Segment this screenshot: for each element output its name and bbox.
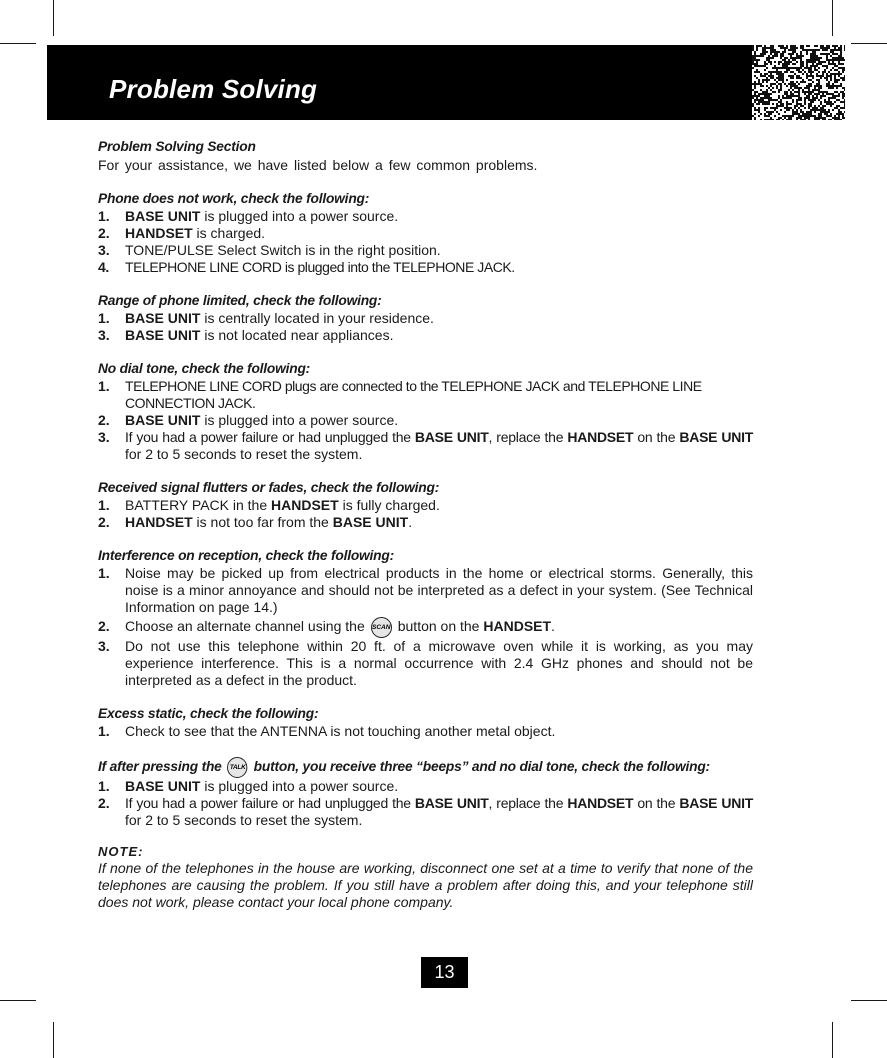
- item-text: is not located near appliances.: [200, 327, 394, 343]
- item-number: 2.: [98, 225, 110, 241]
- page-number: 13: [421, 957, 468, 988]
- item-bold: BASE UNIT: [679, 794, 754, 811]
- list-item: [98, 795, 753, 829]
- section-heading: Phone does not work, check the following:: [98, 191, 370, 207]
- item-text: .: [408, 514, 413, 530]
- item-number: 1.: [98, 777, 110, 794]
- item-text: , replace the: [488, 429, 568, 445]
- list-item: [98, 242, 753, 259]
- item-bold: HANDSET: [483, 618, 552, 634]
- item-text: is not too far from the: [192, 514, 333, 530]
- note-text: If none of the telephones in the house are working, disconnect one set at a time to verify that none of the telephones are causing the problem. If you still have a problem after doing this, and your telephone still does not work, please contact your local phone company.: [98, 859, 753, 910]
- crop-mark: [832, 0, 833, 36]
- item-number: 1.: [98, 497, 110, 513]
- item-number: 4.: [98, 259, 109, 275]
- item-text: button on the: [397, 618, 484, 634]
- crop-mark: [53, 0, 54, 36]
- item-text: is plugged into a power source.: [200, 208, 399, 224]
- item-bold: BASE UNIT: [125, 777, 201, 794]
- item-number: 3.: [98, 242, 110, 258]
- list-item: [98, 259, 753, 276]
- item-number: 1.: [98, 208, 110, 224]
- item-bold: BASE UNIT: [332, 514, 409, 530]
- item-bold: HANDSET: [567, 794, 634, 811]
- heading-text: button, you receive three “beeps” and no dial tone, check the following:: [253, 758, 710, 775]
- item-text: for 2 to 5 seconds to reset the system.: [125, 446, 363, 462]
- list-item: [98, 310, 753, 327]
- section-heading: Excess static, check the following:: [98, 705, 319, 722]
- item-bold: HANDSET: [567, 429, 634, 445]
- item-text: TELEPHONE LINE CORD is plugged into the TELEPHONE JACK.: [125, 259, 515, 275]
- list-item: [98, 208, 753, 225]
- item-bold: BASE UNIT: [125, 208, 201, 224]
- item-text: is plugged into a power source.: [200, 777, 399, 794]
- list-item: [98, 514, 753, 531]
- list-item: [98, 778, 753, 795]
- item-bold: HANDSET: [125, 225, 193, 241]
- crop-mark: [53, 1022, 54, 1058]
- item-text: Check to see that the ANTENNA is not touching another metal object.: [125, 722, 556, 739]
- item-text: for 2 to 5 seconds to reset the system.: [125, 811, 363, 828]
- list-item: [98, 378, 753, 412]
- section-three-beeps: [98, 756, 753, 829]
- section-heading: Interference on reception, check the following:: [98, 548, 395, 564]
- section-heading: Received signal flutters or fades, check the following:: [98, 480, 440, 496]
- item-bold: BASE UNIT: [125, 310, 201, 326]
- intro-text: For your assistance, we have listed below a few common problems.: [98, 157, 538, 173]
- scan-button-icon: SCAN: [371, 617, 392, 638]
- item-number: 1.: [98, 378, 110, 394]
- list-item: [98, 497, 753, 514]
- intro-title: Problem Solving Section: [98, 139, 256, 155]
- item-bold: HANDSET: [125, 514, 193, 530]
- list-item: [98, 412, 753, 429]
- item-bold: HANDSET: [271, 497, 339, 513]
- item-number: 1.: [98, 310, 110, 326]
- list-item: [98, 616, 753, 638]
- section-signal-flutters: [98, 479, 753, 531]
- item-text: Do not use this telephone within 20 ft. of a microwave oven while it is working, as you may experience interference. This is a normal occurrence with 2.4 GHz phones and should not be interpreted as a defect in the product.: [125, 637, 753, 688]
- crop-mark: [832, 1022, 833, 1058]
- list-item: [98, 723, 753, 740]
- item-text: If you had a power failure or had unplugged the: [125, 794, 415, 811]
- crop-mark: [851, 1000, 887, 1001]
- item-text: is fully charged.: [338, 497, 440, 513]
- item-number: 2.: [98, 514, 110, 530]
- item-text: on the: [633, 429, 680, 445]
- item-text: If you had a power failure or had unplugged the: [125, 429, 415, 445]
- item-text: is charged.: [192, 225, 266, 241]
- item-text: TELEPHONE LINE CORD plugs are connected to the TELEPHONE JACK and TELEPHONE LINE CONNECTION JACK.: [125, 378, 702, 411]
- section-heading: [98, 756, 733, 778]
- section-range-limited: [98, 292, 753, 344]
- crop-mark: [851, 43, 887, 44]
- list-item: [98, 565, 753, 616]
- item-text: BATTERY PACK in the: [125, 497, 272, 513]
- item-text: TONE/PULSE Select Switch is in the right position.: [125, 242, 441, 258]
- item-text: is centrally located in your residence.: [200, 310, 434, 326]
- page-title: Problem Solving: [109, 74, 318, 104]
- item-bold: BASE UNIT: [125, 412, 201, 428]
- item-number: 2.: [98, 794, 110, 811]
- item-number: 2.: [98, 618, 110, 634]
- list-item: [98, 327, 753, 344]
- item-bold: BASE UNIT: [414, 794, 489, 811]
- item-number: 3.: [98, 327, 110, 343]
- main-content: [98, 138, 753, 911]
- section-heading: No dial tone, check the following:: [98, 361, 311, 377]
- section-interference: [98, 547, 753, 689]
- item-text: Choose an alternate channel using the: [125, 618, 365, 634]
- section-heading: Range of phone limited, check the following:: [98, 293, 382, 309]
- talk-button-icon: TALK: [227, 757, 247, 778]
- item-text: , replace the: [488, 794, 568, 811]
- item-text: on the: [633, 794, 680, 811]
- item-bold: BASE UNIT: [679, 429, 754, 445]
- item-text: .: [551, 618, 555, 634]
- item-number: 1.: [98, 722, 110, 739]
- item-text: is plugged into a power source.: [200, 412, 399, 428]
- list-item: [98, 638, 753, 689]
- item-number: 2.: [98, 412, 110, 428]
- list-item: [98, 225, 753, 242]
- item-bold: BASE UNIT: [125, 327, 201, 343]
- crop-mark: [0, 1000, 36, 1001]
- heading-text: If after pressing the: [98, 758, 222, 775]
- item-text: Noise may be picked up from electrical products in the home or electrical storms. Generally, this noise is a minor annoyance and should not be interpreted as a defect in your system. (See Technical Information on page 14.): [125, 565, 753, 615]
- list-item: [98, 429, 753, 463]
- item-bold: BASE UNIT: [414, 429, 489, 445]
- crop-mark: [0, 43, 36, 44]
- item-number: 3.: [98, 637, 110, 654]
- noise-pattern-graphic: [752, 45, 845, 120]
- note-title: NOTE:: [98, 843, 144, 859]
- section-excess-static: [98, 705, 753, 740]
- item-number: 3.: [98, 429, 110, 445]
- item-number: 1.: [98, 565, 110, 581]
- section-phone-not-work: [98, 190, 753, 276]
- section-no-dial-tone: [98, 360, 753, 463]
